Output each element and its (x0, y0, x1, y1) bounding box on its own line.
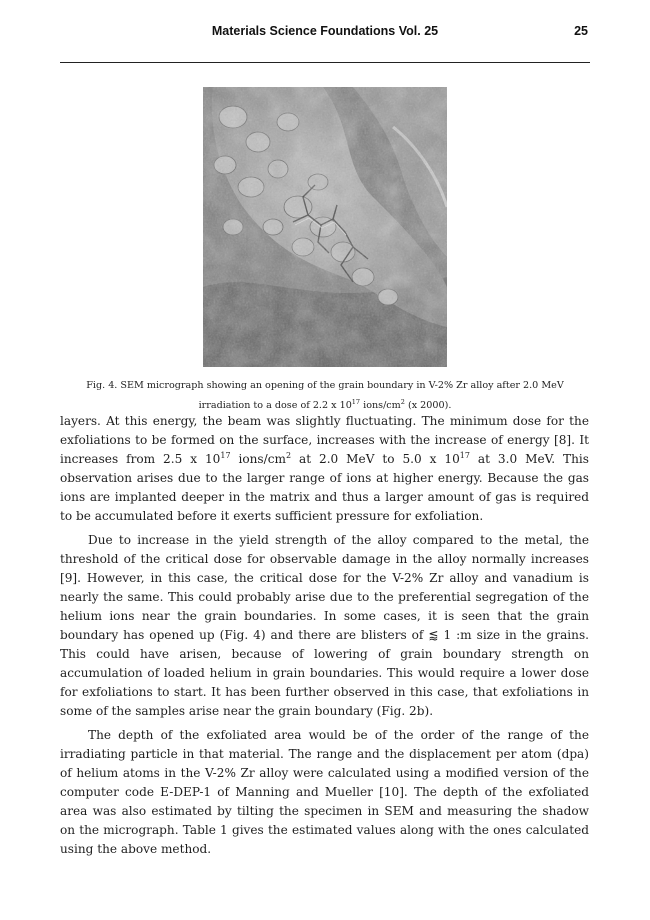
paragraph-1 (60, 412, 589, 526)
caption-line-1: Fig. 4. SEM micrograph showing an opening of the grain boundary in V-2% Zr alloy after 2.0 MeV (86, 380, 564, 391)
paragraph-text: at 2.0 MeV to 5.0 x 10 (291, 452, 460, 466)
paragraph-2: Due to increase in the yield strength of the alloy compared to the metal, the threshold of the critical dose for observable damage in the alloy normally increases [9]. However, in this case, the critical dose for the V-2% Zr alloy and vanadium is nearly the same. This could probably arise due to the preferential segregation of the helium ions near the grain boundaries. In some cases, it is seen that the grain boundary has opened up (Fig. 4) and there are blisters of ⪅ 1 :m size in the grains. This could have arisen, because of lowering of grain boundary strength on accumulation of loaded helium in grain boundaries. This would require a lower dose for exfoliations to start. It has been further observed in this case, that exfoliations in some of the samples arise near the grain boundary (Fig. 2b). (60, 533, 589, 718)
paragraph-text: ions/cm (230, 452, 286, 466)
caption-superscript: 17 (351, 398, 361, 406)
paragraph-3: The depth of the exfoliated area would be of the order of the range of the irradiating particle in that material. The range and the displacement per atom (dpa) of helium atoms in the V-2% Zr alloy were calculated using a modified version of the computer code E-DEP-1 of Manning and Mueller [10]. The depth of the exfoliated area was also estimated by tilting the specimen in SEM and measuring the shadow on the micrograph. Table 1 gives the estimated values along with the ones calculated using the above method. (60, 728, 589, 856)
paragraph-text: layers. At this energy, the beam was slightly fluctuating. The minimum dose for the exfoliations to be formed on the surface, increases with the increase of energy [8]. It increases from 2.5 x 10 (60, 414, 589, 466)
journal-title: Materials Science Foundations Vol. 25 (211, 24, 439, 38)
page-number: 25 (574, 24, 588, 38)
caption-superscript: 2 (400, 398, 405, 406)
figure-caption (60, 378, 590, 414)
paragraph-text: at 3.0 MeV. This observation arises due to the larger range of ions at higher energy. Because the gas ions are implanted deeper in the matrix and thus a larger amount of gas is required to be accumulated before it exerts sufficient pressure for exfoliation. (60, 452, 589, 523)
superscript: 17 (459, 450, 470, 460)
caption-text: (x 2000). (404, 400, 452, 412)
superscript: 2 (285, 450, 292, 460)
superscript: 17 (220, 450, 231, 460)
caption-text: irradiation to a dose of 2.2 x 10 (198, 400, 352, 412)
header-rule (60, 62, 590, 63)
sem-micrograph (203, 87, 447, 367)
caption-text: ions/cm (360, 400, 401, 412)
body-text (60, 412, 589, 859)
running-header (60, 24, 590, 42)
